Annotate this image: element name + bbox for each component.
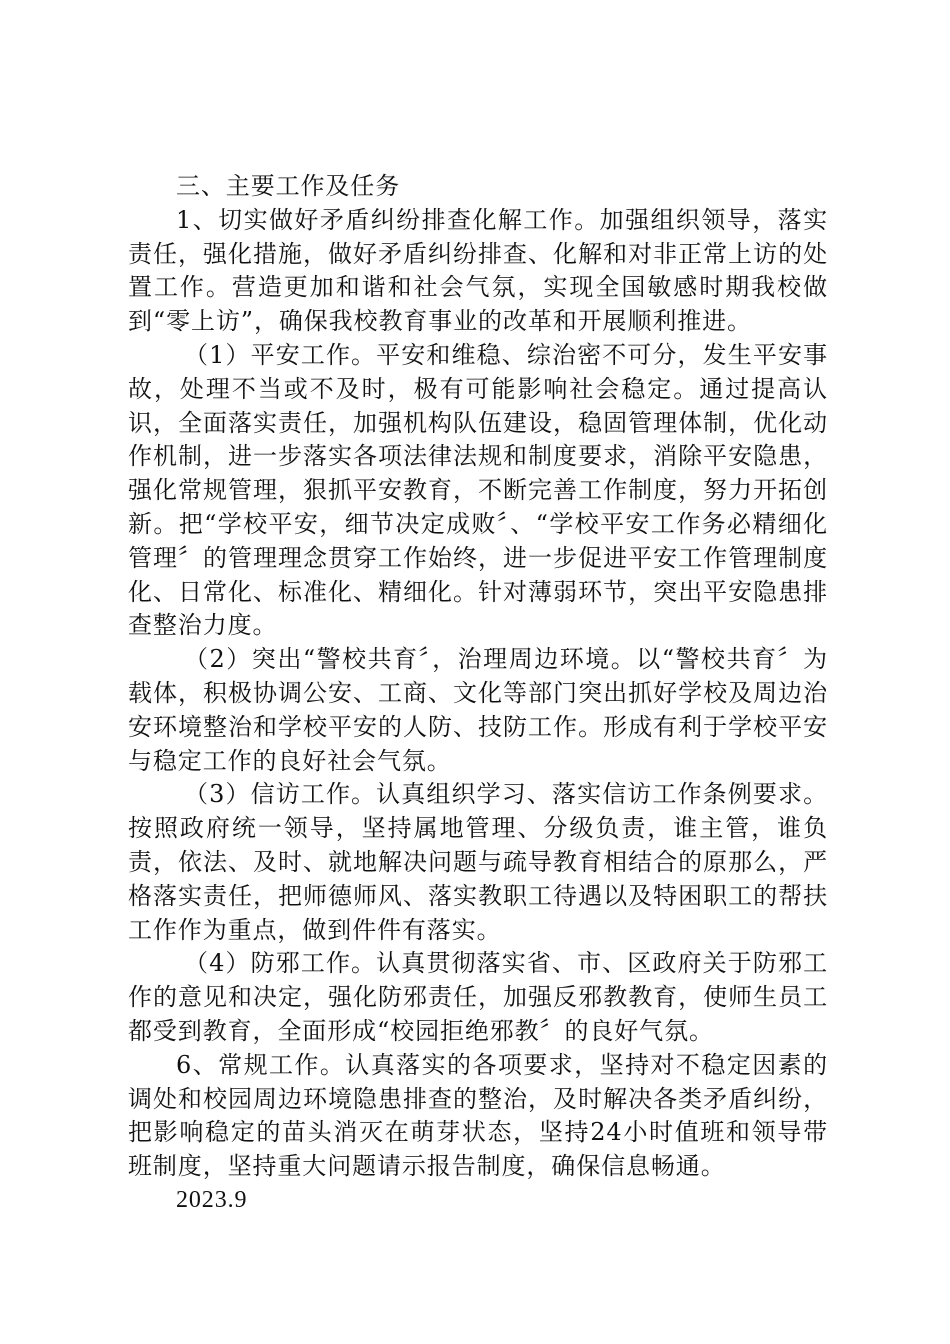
section-heading: 三、主要工作及任务 xyxy=(176,172,401,200)
paragraph-safety-work: （1）平安工作。平安和维稳、综治密不可分，发生平安事故，处理不当或不及时，极有可能影响社会稳定。通过提高认识，全面落实责任，加强机构队伍建设，稳固管理体制，优化动作机制，进一步落实各项法律法规和制度要求，消除平安隐患，强化常规管理，狠抓平安教育，不断完善工作制度，努力开拓创新。把“学校平安，细节决定成败〞、“学校平安工作务必精细化管理〞的管理理念贯穿工作始终，进一步促进平安工作管理制度化、日常化、标准化、精细化。针对薄弱环节，突出平安隐患排查整治力度。 xyxy=(128,340,828,640)
paragraph-anti-cult-work: （4）防邪工作。认真贯彻落实省、市、区政府关于防邪工作的意见和决定，强化防邪责任，加强反邪教教育，使师生员工都受到教育，全面形成“校园拒绝邪教〞的良好气氛。 xyxy=(128,949,828,1045)
paragraph-petition-work: （3）信访工作。认真组织学习、落实信访工作条例要求。按照政府统一领导，坚持属地管理、分级负责，谁主管，谁负责，依法、及时、就地解决问题与疏导教育相结合的原那么，严格落实责任，把师德师风、落实教职工待遇以及特困职工的帮扶工作作为重点，做到件件有落实。 xyxy=(128,780,828,944)
document-body xyxy=(128,170,828,1218)
paragraph-routine-work: 6、常规工作。认真落实的各项要求，坚持对不稳定因素的调处和校园周边环境隐患排查的整治，及时解决各类矛盾纠纷，把影响稳定的苗头消灭在萌芽状态，坚持24小时值班和领导带班制度，坚持重大问题请示报告制度，确保信息畅通。 xyxy=(128,1050,828,1181)
paragraph-item-1: 1、切实做好矛盾纠纷排查化解工作。加强组织领导，落实责任，强化措施，做好矛盾纠纷排查、化解和对非正常上访的处置工作。营造更加和谐和社会气氛，实现全国敏感时期我校做到“零上访”，确保我校教育事业的改革和开展顺利推进。 xyxy=(128,205,828,336)
paragraph-police-school: （2）突出“警校共育〞，治理周边环境。以“警校共育〞为载体，积极协调公安、工商、文化等部门突出抓好学校及周边治安环境整治和学校平安的人防、技防工作。形成有利于学校平安与稳定工作的良好社会气氛。 xyxy=(128,645,828,775)
document-date: 2023.9 xyxy=(176,1186,248,1213)
